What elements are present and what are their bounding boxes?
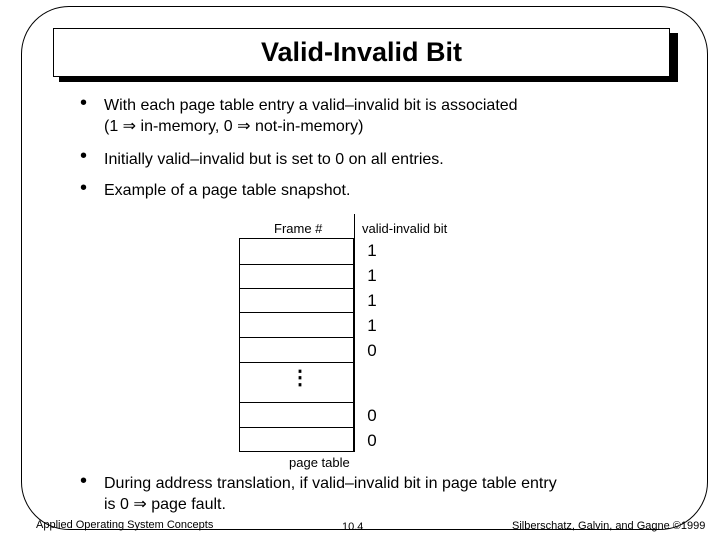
bullet-1-line-2: (1 ⇒ in-memory, 0 ⇒ not-in-memory) xyxy=(104,118,364,135)
valid-invalid-bit-header: valid-invalid bit xyxy=(362,221,448,236)
bullet-1 xyxy=(104,95,518,137)
footer-page-number: 10.4 xyxy=(342,521,364,533)
table-row xyxy=(239,402,354,428)
slide-title: Valid-Invalid Bit xyxy=(53,28,670,77)
bit-value: 1 xyxy=(367,316,377,335)
table-row xyxy=(239,312,354,338)
frame-number-header: Frame # xyxy=(274,221,323,236)
footer-left: Applied Operating System Concepts xyxy=(36,519,214,531)
bullet-dot: • xyxy=(80,177,88,199)
bit-value: 0 xyxy=(367,431,377,450)
bullet-3: Example of a page table snapshot. xyxy=(104,182,351,199)
bullet-2: Initially valid–invalid but is set to 0 on all entries. xyxy=(104,151,444,168)
column-divider xyxy=(354,214,355,452)
bullet-4 xyxy=(104,473,557,515)
bit-value: 1 xyxy=(367,266,377,285)
bit-value: 1 xyxy=(367,291,377,310)
bullet-1-line-1: With each page table entry a valid–invalid bit is associated xyxy=(104,97,518,114)
footer-right: Silberschatz, Galvin, and Gagne ©1999 xyxy=(512,520,706,532)
bullet-dot: • xyxy=(80,145,88,167)
bit-value: 0 xyxy=(367,406,377,425)
table-row xyxy=(239,337,354,363)
table-row xyxy=(239,288,354,314)
bit-value: 0 xyxy=(367,341,377,360)
table-row xyxy=(239,427,354,453)
table-caption: page table xyxy=(289,455,350,470)
ellipsis-icon: ⋮ xyxy=(290,367,310,389)
bullet-dot: • xyxy=(80,470,88,492)
bullet-4-line-1: During address translation, if valid–invalid bit in page table entry xyxy=(104,475,557,492)
bullet-4-line-2: is 0 ⇒ page fault. xyxy=(104,496,226,513)
bit-value: 1 xyxy=(367,241,377,260)
table-row xyxy=(239,264,354,290)
bullet-dot: • xyxy=(80,92,88,114)
